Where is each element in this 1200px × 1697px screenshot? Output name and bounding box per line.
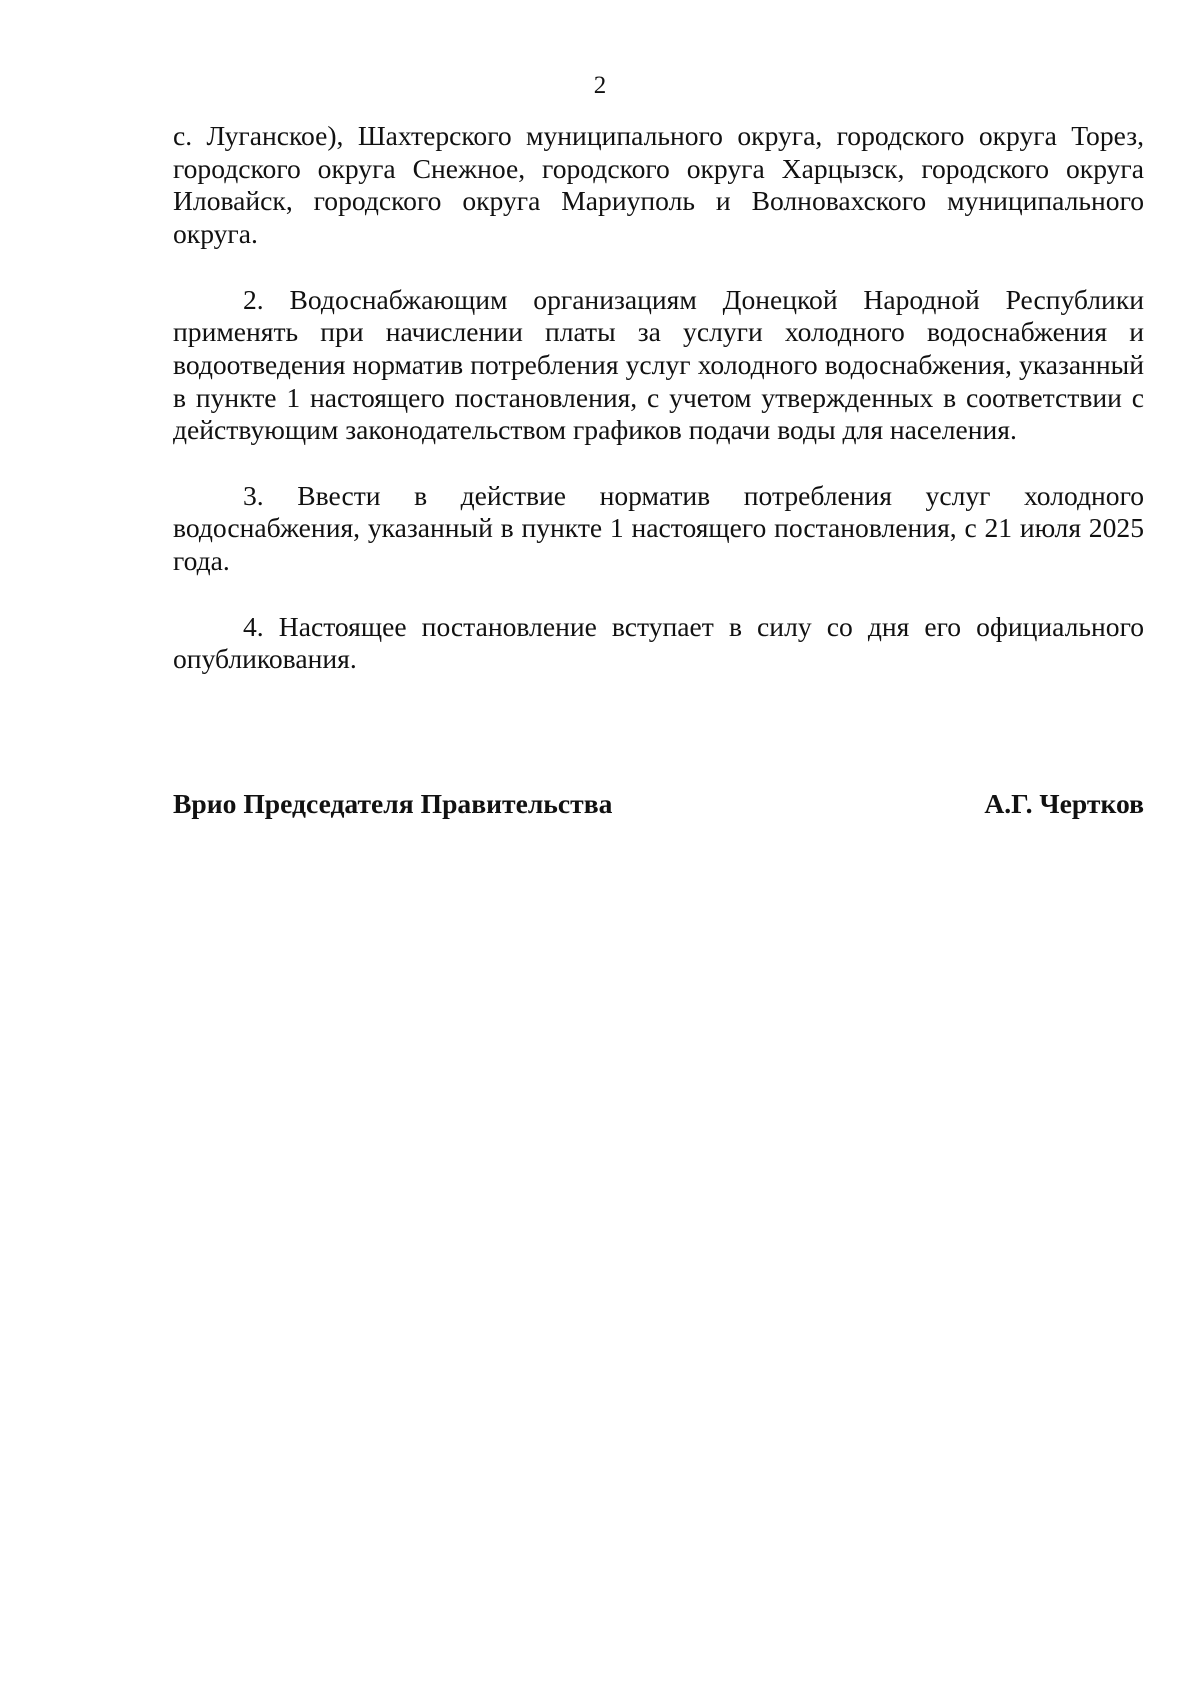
paragraph-item-3: 3. Ввести в действие норматив потребления услуг холодного водоснабжения, указанный в пункте 1 настоящего постановления, с 21 июля 2025 года. [173,479,1144,577]
signatory-position: Врио Председателя Правительства [173,788,613,819]
signatory-name: А.Г. Чертков [984,788,1144,819]
paragraph-item-4: 4. Настоящее постановление вступает в силу со дня его официального опубликования. [173,610,1144,675]
paragraph-continuation: с. Луганское), Шахтерского муниципального округа, городского округа Торез, городского округа Снежное, городского округа Харцызск, городского округа Иловайск, городского округа Мариуполь и Волновахского муниципального округа. [173,120,1144,250]
signature-block [173,788,1144,821]
document-body [173,120,1144,676]
paragraph-item-2: 2. Водоснабжающим организациям Донецкой Народной Республики применять при начислении платы за услуги холодного водоснабжения и водоотведения норматив потребления услуг холодного водоснабжения, указанный в пункте 1 настоящего постановления, с учетом утвержденных в соответствии с действующим законодательством графиков подачи воды для населения. [173,283,1144,446]
page-number: 2 [593,72,607,99]
